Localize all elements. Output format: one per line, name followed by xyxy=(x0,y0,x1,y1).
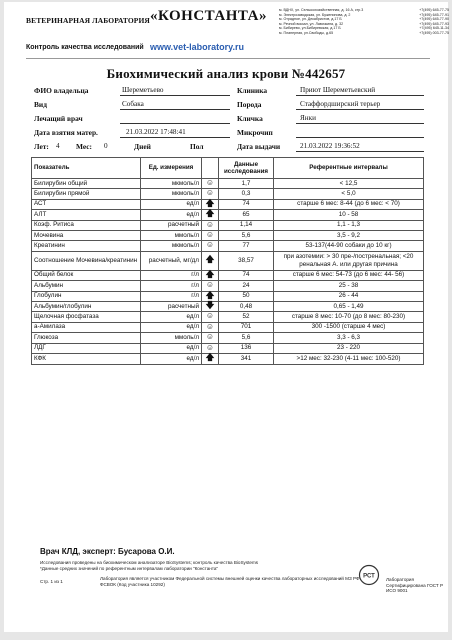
underline-clinic xyxy=(296,95,424,96)
indicator-name: Креатинин xyxy=(32,241,141,251)
address-phone: +7(495) 003-77-75 xyxy=(419,30,449,35)
unit-cell: г/л xyxy=(141,281,202,291)
arrow-up-icon: 🡅 xyxy=(205,254,215,265)
nickname-label: Кличка xyxy=(237,114,263,123)
underline-chip xyxy=(296,137,424,138)
indicator-name: Коэф. Ритиса xyxy=(32,220,141,230)
address-text: м. Электрозаводская, ул. Буженинова, д. 2 xyxy=(279,12,351,17)
address-text: м. Отрадное, ул. Декабристов, д.17 Б xyxy=(279,17,342,22)
note-reference: *Данные средних значений по референтным интервалам лаборатории "Константа" xyxy=(40,566,219,571)
address-list xyxy=(279,8,449,36)
normal-smiley-icon: ☺ xyxy=(205,321,215,331)
reference-cell: 26 - 44 xyxy=(274,291,424,301)
doctor-label: Лечащий врач xyxy=(34,114,83,123)
reference-cell: 300 -1500 (старше 4 мес) xyxy=(274,322,424,332)
accreditation-text: Лаборатория является участником Федеральной системы внешней оценки качества лабораторных исследований МЗ РФ ФСВОК (Код участника 10292) xyxy=(100,576,360,587)
table-row xyxy=(32,291,424,301)
value-cell: 74 xyxy=(219,270,274,280)
address-text: м. Бибирево, ул.Бибиревская, д.17 Б xyxy=(279,26,341,31)
underline-breed xyxy=(296,109,424,110)
normal-smiley-icon: ☺ xyxy=(205,311,215,321)
arrow-up-icon: 🡅 xyxy=(205,268,215,279)
address-phone: +7(495) 645-77-75 xyxy=(419,8,449,12)
reference-cell: 53-137(44-90 собаки до 10 кг) xyxy=(274,241,424,251)
arrow-up-icon: 🡅 xyxy=(205,197,215,208)
normal-smiley-icon: ☺ xyxy=(205,342,215,352)
flag-cell xyxy=(202,354,219,364)
months-value: 0 xyxy=(104,142,108,150)
flag-cell xyxy=(202,312,219,322)
indicator-name: Глобулин xyxy=(32,291,141,301)
table-row xyxy=(32,354,424,364)
issued-label: Дата выдачи xyxy=(237,142,281,151)
arrow-up-icon: 🡅 xyxy=(205,352,215,363)
reference-cell: 10 - 58 xyxy=(274,210,424,220)
value-cell: 5,6 xyxy=(219,333,274,343)
arrow-down-icon: 🡇 xyxy=(205,300,215,311)
normal-smiley-icon: ☺ xyxy=(205,240,215,250)
value-cell: 52 xyxy=(219,312,274,322)
address-text: м. Речной вокзал, ул. Лавочкина, д. 32 xyxy=(279,21,344,26)
value-cell: 136 xyxy=(219,343,274,353)
underline-nickname xyxy=(296,123,424,124)
flag-cell xyxy=(202,179,219,189)
owner-label: ФИО владельца xyxy=(34,86,89,95)
unit-cell: г/л xyxy=(141,291,202,301)
unit-cell: расчетный, мг/дл xyxy=(141,251,202,270)
col-header-reference: Референтные интервалы xyxy=(274,158,424,179)
unit-cell: ед/л xyxy=(141,322,202,332)
table-row xyxy=(32,281,424,291)
report-sheet xyxy=(4,2,448,632)
col-header-unit: Ед. измерения xyxy=(141,158,202,179)
owner-value: Шереметьево xyxy=(122,86,164,94)
table-row xyxy=(32,241,424,251)
clinic-label: Клиника xyxy=(237,86,268,95)
value-cell: 65 xyxy=(219,210,274,220)
reference-cell: старше 6 мес: 54-73 (до 6 мес: 44- 56) xyxy=(274,270,424,280)
table-row xyxy=(32,179,424,189)
value-cell: 24 xyxy=(219,281,274,291)
reference-cell: >12 мес: 32-230 (4-11 мес: 100-520) xyxy=(274,354,424,364)
breed-label: Порода xyxy=(237,100,262,109)
table-header-row xyxy=(32,158,424,179)
table-row xyxy=(32,189,424,199)
certification-text: Лаборатория Сертифицирована ГОСТ Р ИСО 9001 xyxy=(386,577,444,594)
date-taken-value: 21.03.2022 17:48:41 xyxy=(126,128,186,136)
reference-cell: 23 - 220 xyxy=(274,343,424,353)
unit-cell: мкмоль/л xyxy=(141,189,202,199)
reference-cell: 0,65 - 1,49 xyxy=(274,302,424,312)
date-taken-label: Дата взятия матер. xyxy=(34,128,98,137)
col-header-flag xyxy=(202,158,219,179)
indicator-name: Мочевина xyxy=(32,231,141,241)
unit-cell: мкмоль/л xyxy=(141,241,202,251)
report-title: Биохимический анализ крови №442657 xyxy=(106,66,346,81)
reference-cell: 3,3 - 6,3 xyxy=(274,333,424,343)
table-row xyxy=(32,302,424,312)
table-row xyxy=(32,220,424,230)
unit-cell: расчетный xyxy=(141,302,202,312)
normal-smiley-icon: ☺ xyxy=(205,178,215,187)
expert-signature-line: Врач КЛД, эксперт: Бусарова О.И. xyxy=(40,547,175,556)
indicator-name: АЛТ xyxy=(32,210,141,220)
col-header-indicator: Показатель xyxy=(32,158,141,179)
results-body xyxy=(32,179,424,365)
indicator-name: Щелочная фосфатаза xyxy=(32,312,141,322)
reference-cell: при азотемии: > 30 пре-/постренальная; <20 ренальная А. или другая причина xyxy=(274,251,424,270)
flag-cell xyxy=(202,220,219,230)
table-row xyxy=(32,343,424,353)
value-cell: 701 xyxy=(219,322,274,332)
underline-species xyxy=(120,109,230,110)
years-value: 4 xyxy=(56,142,60,150)
address-phone: +7(495) 645-77-93 xyxy=(419,21,449,26)
svg-text:РСТ: РСТ xyxy=(363,573,375,580)
indicator-name: Общий белок xyxy=(32,270,141,280)
nickname-value: Янки xyxy=(300,114,316,122)
value-cell: 50 xyxy=(219,291,274,301)
flag-cell xyxy=(202,231,219,241)
breed-value: Стаффордширский терьер xyxy=(300,100,381,108)
reference-cell: 3,5 - 9,2 xyxy=(274,231,424,241)
unit-cell: г/л xyxy=(141,270,202,280)
unit-cell: ед/л xyxy=(141,210,202,220)
address-phone: +7(495) 645-77-90 xyxy=(419,17,449,22)
issued-value: 21.03.2022 19:36:52 xyxy=(300,142,360,150)
indicator-name: Глюкоза xyxy=(32,333,141,343)
unit-cell: ед/л xyxy=(141,354,202,364)
indicator-name: Альбумин xyxy=(32,281,141,291)
indicator-name: Билирубин общий xyxy=(32,179,141,189)
indicator-name: ЛДГ xyxy=(32,343,141,353)
flag-cell xyxy=(202,241,219,251)
value-cell: 0,48 xyxy=(219,302,274,312)
table-row xyxy=(32,199,424,209)
value-cell: 38,57 xyxy=(219,251,274,270)
reference-cell: < 5,0 xyxy=(274,189,424,199)
flag-cell xyxy=(202,210,219,220)
indicator-name: Билирубин прямой xyxy=(32,189,141,199)
indicator-name: КФК xyxy=(32,354,141,364)
reference-cell: 25 - 38 xyxy=(274,281,424,291)
lab-website-link[interactable]: www.vet-laboratory.ru xyxy=(150,42,245,52)
indicator-name: Альбумин/глобулин xyxy=(32,302,141,312)
underline-issued xyxy=(296,151,424,152)
unit-cell: расчетный xyxy=(141,220,202,230)
table-row xyxy=(32,322,424,332)
address-text: м. ВДНХ, ул. Сельскохозяйственная, д. 16 А, стр.3 xyxy=(279,8,364,12)
days-label: Дней xyxy=(134,142,151,151)
page-number: Стр. 1 из 1 xyxy=(40,579,63,584)
unit-cell: ед/л xyxy=(141,343,202,353)
clinic-value: Приют Шереметьевский xyxy=(300,86,376,94)
results-table xyxy=(31,157,424,365)
table-row xyxy=(32,210,424,220)
normal-smiley-icon: ☺ xyxy=(205,280,215,290)
reference-cell: старше 6 мес: 8-44 (до 6 мес: < 70) xyxy=(274,199,424,209)
arrow-up-icon: 🡅 xyxy=(205,289,215,300)
flag-cell xyxy=(202,251,219,270)
address-row xyxy=(279,31,449,36)
address-text: м. Планерная, ул.Свободы, д.65 xyxy=(279,30,334,35)
table-row xyxy=(32,251,424,270)
lab-brand: «КОНСТАНТА» xyxy=(150,8,268,24)
value-cell: 0,3 xyxy=(219,189,274,199)
table-row xyxy=(32,231,424,241)
indicator-name: Соотношение Мочевина/креатинин xyxy=(32,251,141,270)
flag-cell xyxy=(202,270,219,280)
value-cell: 74 xyxy=(219,199,274,209)
value-cell: 1,7 xyxy=(219,179,274,189)
flag-cell xyxy=(202,302,219,312)
value-cell: 77 xyxy=(219,241,274,251)
arrow-up-icon: 🡅 xyxy=(205,208,215,219)
unit-cell: ед/л xyxy=(141,199,202,209)
header-divider xyxy=(26,58,430,59)
table-row xyxy=(32,333,424,343)
value-cell: 5,6 xyxy=(219,231,274,241)
underline-date xyxy=(120,137,230,138)
unit-cell: мкмоль/л xyxy=(141,179,202,189)
months-label: Мес: xyxy=(76,142,92,151)
note-analyzer: Исследования проведены на биохимическом анализаторе BioSystems; контроль качества BioSystems xyxy=(40,560,259,565)
indicator-name: АСТ xyxy=(32,199,141,209)
col-header-value: Данные исследования xyxy=(219,158,274,179)
reference-cell: 1,1 - 1,3 xyxy=(274,220,424,230)
chip-label: Микрочип xyxy=(237,128,273,137)
table-row xyxy=(32,312,424,322)
years-label: Лет: xyxy=(34,142,49,151)
address-phone: +7(495) 645-77-91 xyxy=(419,12,449,17)
flag-cell xyxy=(202,333,219,343)
indicator-name: а-Амилаза xyxy=(32,322,141,332)
flag-cell xyxy=(202,322,219,332)
normal-smiley-icon: ☺ xyxy=(205,230,215,240)
species-value: Собака xyxy=(122,100,144,108)
normal-smiley-icon: ☺ xyxy=(205,219,215,229)
value-cell: 1,14 xyxy=(219,220,274,230)
underline-owner xyxy=(120,95,230,96)
table-row xyxy=(32,270,424,280)
sex-label: Пол xyxy=(190,142,204,151)
lab-name: ВЕТЕРИНАРНАЯ ЛАБОРАТОРИЯ xyxy=(26,16,150,25)
reference-cell: старше 8 мес: 10-70 (до 8 мес: 80-230) xyxy=(274,312,424,322)
address-phone: +7(495) 645-11-34 xyxy=(419,26,449,31)
footer-notes xyxy=(40,560,258,572)
species-label: Вид xyxy=(34,100,47,109)
value-cell: 341 xyxy=(219,354,274,364)
underline-doctor xyxy=(120,123,230,124)
normal-smiley-icon: ☺ xyxy=(205,332,215,342)
reference-cell: < 12,5 xyxy=(274,179,424,189)
normal-smiley-icon: ☺ xyxy=(205,188,215,198)
unit-cell: ед/л xyxy=(141,312,202,322)
unit-cell: ммоль/л xyxy=(141,333,202,343)
unit-cell: ммоль/л xyxy=(141,231,202,241)
certification-logo-icon xyxy=(358,564,380,586)
lab-subtitle: Контроль качества исследований xyxy=(26,44,144,51)
